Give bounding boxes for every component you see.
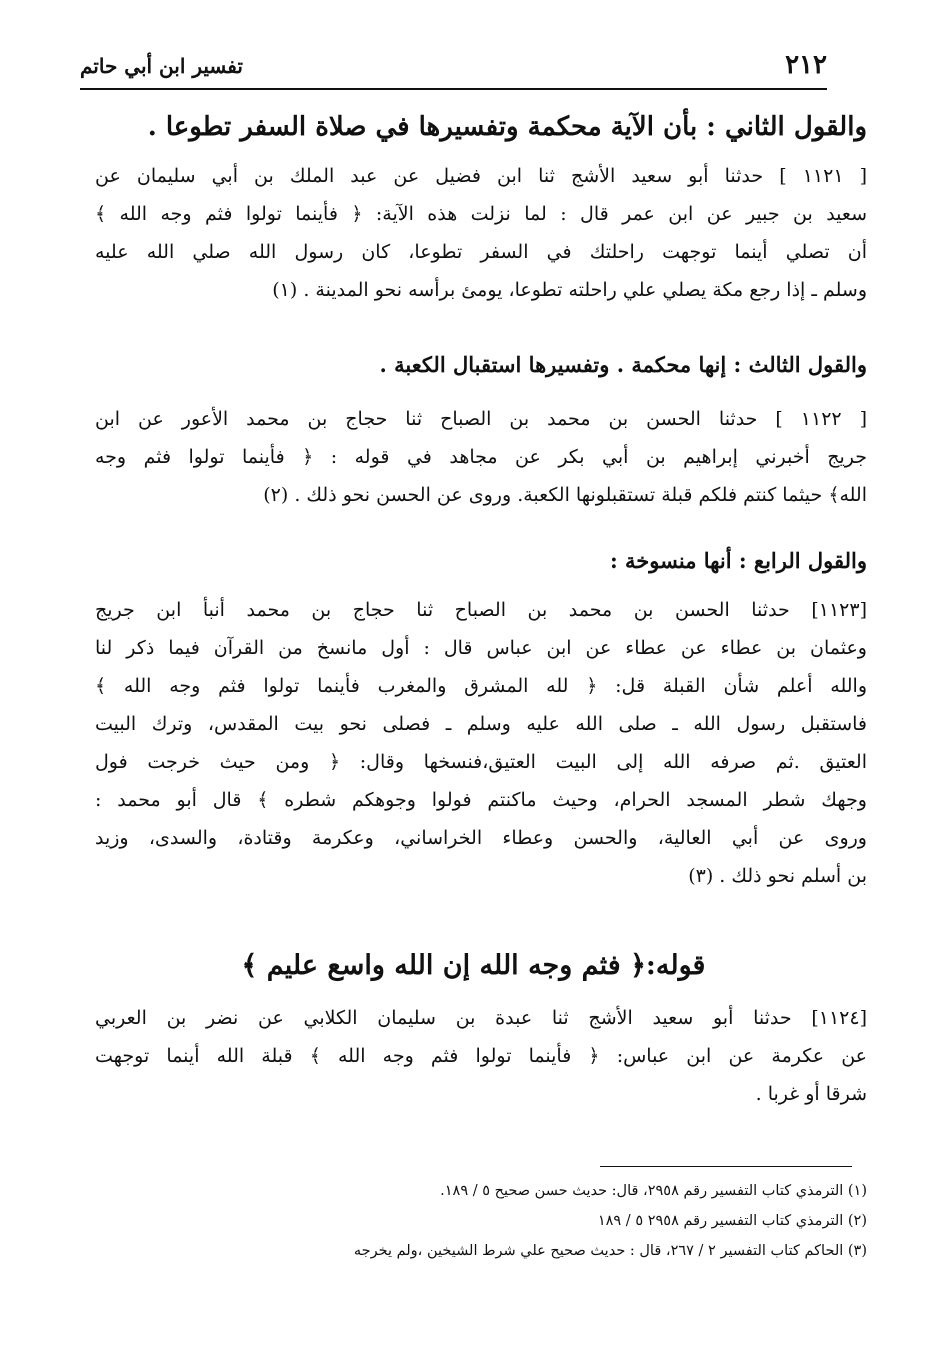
text-line: فاستقبل رسول الله ـ صلى الله عليه وسلم ـ فصلى نحو بيت المقدس، وترك البيت [95, 713, 867, 735]
footnote-2: (٢) الترمذي كتاب التفسير رقم ٢٩٥٨ ٥ / ١٨٩ [597, 1213, 867, 1229]
text-line: بن أسلم نحو ذلك . (٣) [688, 865, 867, 887]
page-header [80, 44, 827, 90]
text-line: والله أعلم شأن القبلة قل: ﴿ لله المشرق والمغرب فأينما تولوا فثم وجه الله ﴾ [95, 675, 867, 697]
hadith-1122-paragraph [95, 400, 867, 514]
text-line: أن تصلي أينما توجهت راحلتك في السفر تطوعا، كان رسول الله صلي الله عليه [95, 241, 867, 263]
text-line: وسلم ـ إذا رجع مكة يصلي علي راحلته تطوعا، يومئ برأسه نحو المدينة . (١) [272, 279, 867, 301]
text-line: وروى عن أبي العالية، والحسن وعطاء الخراساني، وعكرمة وقتادة، والسدى، وزيد [95, 827, 867, 849]
text-line: العتيق .ثم صرفه الله إلى البيت العتيق،فنسخها وقال: ﴿ ومن حيث خرجت فول [95, 751, 867, 773]
text-line: [ ١١٢١ ] حدثنا أبو سعيد الأشج ثنا ابن فضيل عن عبد الملك بن أبي سليمان عن [95, 165, 867, 187]
text-line: وعثمان بن عطاء عن عطاء عن ابن عباس قال : أول مانسخ من القرآن فيما ذكر لنا [95, 637, 867, 659]
hadith-1123-paragraph [95, 591, 867, 895]
running-title: تفسير ابن أبي حاتم [80, 54, 243, 78]
page-number: ٢١٢ [785, 50, 827, 80]
footnote-divider [600, 1166, 852, 1167]
text-line: [ ١١٢٢ ] حدثنا الحسن بن محمد بن الصباح ثنا حجاج بن محمد الأعور عن ابن [95, 408, 867, 430]
footnote-1: (١) الترمذي كتاب التفسير رقم ٢٩٥٨، قال: حديث حسن صحيح ٥ / ١٨٩. [440, 1183, 867, 1199]
text-line: شرقا أو غربا . [755, 1083, 867, 1105]
section-heading-third-view: والقول الثالث : إنها محكمة . وتفسيرها استقبال الكعبة . [379, 352, 867, 377]
text-line: [١١٢٣] حدثنا الحسن بن محمد بن الصباح ثنا حجاج بن محمد أنبأ ابن جريج [95, 599, 867, 621]
text-line: سعيد بن جبير عن ابن عمر قال : لما نزلت هذه الآية: ﴿ فأينما تولوا فثم وجه الله ﴾ [95, 203, 867, 225]
text-line: وجهك شطر المسجد الحرام، وحيث ماكنتم فولوا وجوهكم شطره ﴾ قال أبو محمد : [95, 789, 867, 811]
verse-heading: قوله:﴿ فثم وجه الله إن الله واسع عليم ﴾ [241, 950, 706, 981]
section-heading-fourth-view: والقول الرابع : أنها منسوخة : [609, 548, 867, 573]
section-heading-second-view: والقول الثاني : بأن الآية محكمة وتفسيرها في صلاة السفر تطوعا . [147, 112, 867, 142]
text-line: عن عكرمة عن ابن عباس: ﴿ فأينما تولوا فثم وجه الله ﴾ قبلة الله أينما توجهت [95, 1045, 867, 1067]
hadith-1124-paragraph [95, 999, 867, 1113]
hadith-1121-paragraph [95, 157, 867, 309]
footnotes [95, 1176, 867, 1266]
text-line: جريج أخبرني إبراهيم بن أبي بكر عن مجاهد في قوله : ﴿ فأينما تولوا فثم وجه [95, 446, 867, 468]
footnote-3: (٣) الحاكم كتاب التفسير ٢ / ٢٦٧، قال : حديث صحيح علي شرط الشيخين ،ولم يخرجه [353, 1243, 867, 1259]
text-line: الله﴾ حيثما كنتم فلكم قبلة تستقبلونها الكعبة. وروى عن الحسن نحو ذلك . (٢) [263, 484, 867, 506]
text-line: [١١٢٤] حدثنا أبو سعيد الأشج ثنا عبدة بن سليمان الكلابي عن نضر بن العربي [95, 1007, 867, 1029]
